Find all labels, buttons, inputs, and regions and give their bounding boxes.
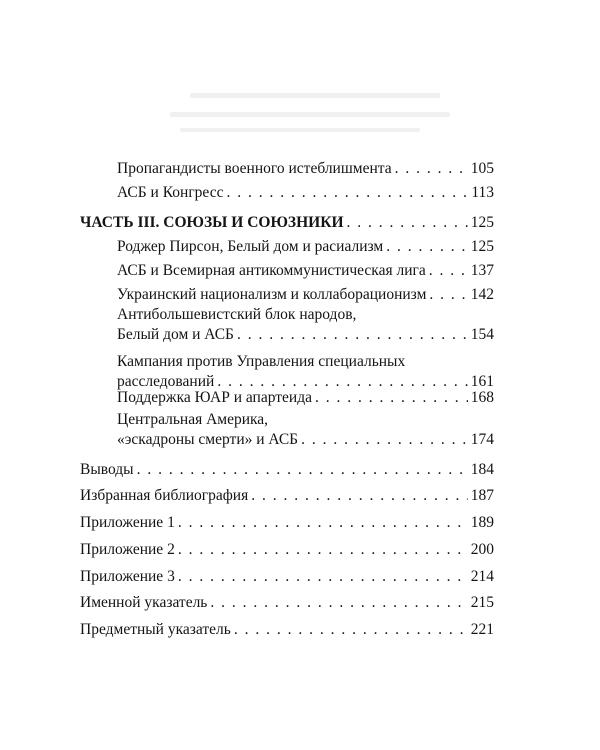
toc-entry[interactable] xyxy=(80,460,494,480)
toc-entry-title: Роджер Пирсон, Белый дом и расиализм xyxy=(117,238,384,255)
dot-leader xyxy=(429,261,468,281)
toc-entry-page: 200 xyxy=(470,541,494,558)
toc-entry-title: Пропагандисты военного истеблишмента xyxy=(117,160,392,177)
toc-entry-page: 137 xyxy=(470,262,494,279)
dot-leader xyxy=(226,183,468,203)
toc-entry-page: 221 xyxy=(470,621,494,638)
toc-entry-page: 168 xyxy=(470,389,494,406)
toc-entry-page: 184 xyxy=(470,461,494,478)
dot-leader xyxy=(395,159,468,179)
toc-entry[interactable] xyxy=(117,285,494,305)
toc-entry[interactable] xyxy=(117,237,494,257)
toc-entry-page: 154 xyxy=(470,326,494,343)
toc-entry-title: АСБ и Всемирная антикоммунистическая лига xyxy=(117,262,426,279)
toc-entry[interactable] xyxy=(117,261,494,281)
toc-entry-page: 215 xyxy=(470,594,494,611)
toc-entry-page: 174 xyxy=(470,431,494,448)
toc-entry[interactable] xyxy=(80,567,494,587)
dot-leader xyxy=(429,285,467,305)
toc-entry-title: Предметный указатель xyxy=(80,621,231,638)
toc-entry-title: Украинский национализм и коллаборационизм xyxy=(117,286,427,303)
toc-entry-page: 113 xyxy=(471,184,494,201)
toc-entry[interactable] xyxy=(117,159,494,179)
toc-entry-title: Именной указатель xyxy=(80,594,208,611)
dot-leader xyxy=(137,460,468,480)
dot-leader xyxy=(347,213,468,233)
dot-leader xyxy=(234,620,468,640)
toc-entry-title: расследований xyxy=(117,373,215,390)
toc-entry-page: 189 xyxy=(470,514,494,531)
toc-entry-title-line1: Кампания против Управления специальных xyxy=(117,353,406,370)
toc-entry-title: Поддержка ЮАР и апартеида xyxy=(117,389,312,406)
toc-entry[interactable] xyxy=(80,593,494,613)
toc-entry[interactable] xyxy=(80,620,494,640)
toc-entry[interactable] xyxy=(80,513,494,533)
toc-entry[interactable] xyxy=(117,410,494,450)
dot-leader xyxy=(237,325,468,345)
dot-leader xyxy=(178,567,468,587)
toc-entry[interactable] xyxy=(117,352,494,392)
toc-entry-title: ЧАСТЬ III. СОЮЗЫ И СОЮЗНИКИ xyxy=(80,214,344,231)
toc-entry-title: «эскадроны смерти» и АСБ xyxy=(117,431,299,448)
toc-entry-page: 214 xyxy=(470,568,494,585)
toc-entry[interactable] xyxy=(80,486,494,506)
toc-entry-title: Приложение 2 xyxy=(80,541,175,558)
toc-entry-page: 161 xyxy=(470,373,494,390)
toc-entry-page: 125 xyxy=(470,214,494,231)
toc-entry-page: 187 xyxy=(470,487,494,504)
toc-entry-title: Белый дом и АСБ xyxy=(117,326,234,343)
toc-entry-page: 142 xyxy=(470,286,494,303)
toc-entry-title-line1: Антибольшевистский блок народов, xyxy=(117,306,357,323)
dot-leader xyxy=(251,486,468,506)
dot-leader xyxy=(315,388,468,408)
dot-leader xyxy=(386,237,468,257)
toc-entry-page: 125 xyxy=(470,238,494,255)
dot-leader xyxy=(178,513,468,533)
toc-entry-title: Приложение 1 xyxy=(80,514,175,531)
toc-part-heading[interactable] xyxy=(80,213,494,233)
toc-entry[interactable] xyxy=(117,183,494,203)
toc-entry[interactable] xyxy=(80,540,494,560)
toc-entry-page: 105 xyxy=(470,160,494,177)
dot-leader xyxy=(210,593,467,613)
toc-entry[interactable] xyxy=(117,388,494,408)
dot-leader xyxy=(301,430,468,450)
toc-entry-title: Избранная библиография xyxy=(80,487,249,504)
toc-entry-title: Приложение 3 xyxy=(80,568,175,585)
dot-leader xyxy=(178,540,468,560)
toc-entry-title-line1: Центральная Америка, xyxy=(117,411,269,428)
toc-entry-title: Выводы xyxy=(80,461,134,478)
toc-entry[interactable] xyxy=(117,305,494,345)
toc-entry-title: АСБ и Конгресс xyxy=(117,184,224,201)
